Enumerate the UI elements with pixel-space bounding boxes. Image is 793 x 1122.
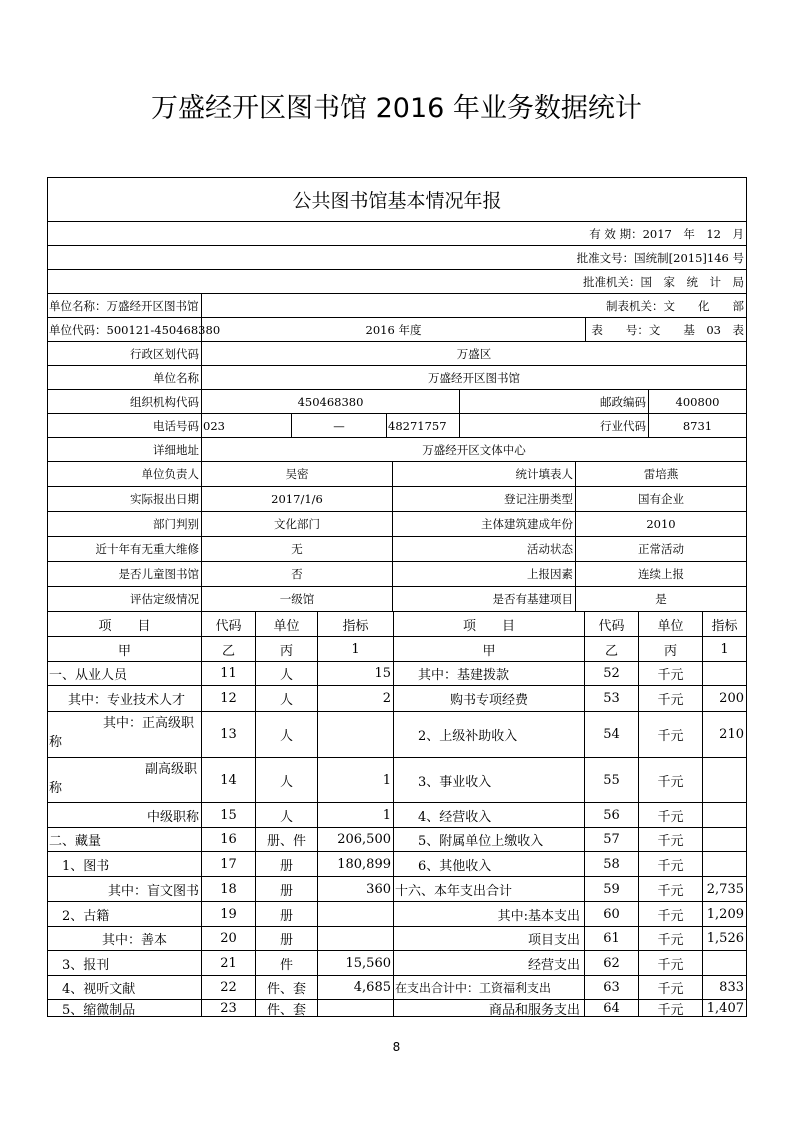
code-left: 18 xyxy=(202,877,256,902)
unit-name-label: 单位名称 xyxy=(48,366,202,390)
pair-label-1: 部门判别 xyxy=(48,512,202,537)
unit-left: 人 xyxy=(256,686,318,712)
address-value: 万盛经开区文体中心 xyxy=(202,438,746,462)
value-left: 15,560 xyxy=(318,951,394,976)
code-right: 54 xyxy=(585,712,639,758)
item-right: 6、其他收入 xyxy=(394,852,585,877)
code-left: 14 xyxy=(202,758,256,803)
unit-right: 千元 xyxy=(639,951,703,976)
unit-right: 千元 xyxy=(639,828,703,852)
pair-value-2: 连续上报 xyxy=(576,562,746,587)
address-label: 详细地址 xyxy=(48,438,202,462)
value-left xyxy=(318,927,394,951)
table-number: 表 号：文 基 03 表 xyxy=(586,318,746,342)
value-left: 360 xyxy=(318,877,394,902)
unit-left: 册 xyxy=(256,927,318,951)
col-subheader: 乙 xyxy=(202,637,256,662)
unit-left: 人 xyxy=(256,662,318,686)
col-header: 指标 xyxy=(318,612,394,637)
value-left: 206,500 xyxy=(318,828,394,852)
col-subheader: 乙 xyxy=(585,637,639,662)
value-right xyxy=(703,951,746,976)
pair-value-2: 2010 xyxy=(576,512,746,537)
item-right: 十六、本年支出合计 xyxy=(394,877,585,902)
item-left: 3、报刊 xyxy=(48,951,202,976)
col-subheader: 丙 xyxy=(256,637,318,662)
validity: 有 效 期：2017 年 12 月 xyxy=(48,222,746,246)
value-right xyxy=(703,758,746,803)
report-year: 2016 年度 xyxy=(202,318,586,342)
code-left: 22 xyxy=(202,976,256,1000)
phone-label: 电话号码 xyxy=(48,414,202,438)
pair-label-2: 是否有基建项目 xyxy=(393,587,576,612)
admin-code-value: 万盛区 xyxy=(202,342,746,366)
item-left: 5、缩微制品 xyxy=(48,1000,202,1017)
pair-value-1: 文化部门 xyxy=(202,512,393,537)
pair-label-2: 上报因素 xyxy=(393,562,576,587)
col-subheader: 甲 xyxy=(394,637,585,662)
unit-right: 千元 xyxy=(639,662,703,686)
report-form xyxy=(47,177,747,1017)
value-left xyxy=(318,712,394,758)
code-left: 17 xyxy=(202,852,256,877)
value-left xyxy=(318,902,394,927)
value-right: 2,735 xyxy=(703,877,746,902)
code-left: 21 xyxy=(202,951,256,976)
pair-label-1: 近十年有无重大维修 xyxy=(48,537,202,562)
approval-doc: 批准文号：国统制[2015]146 号 xyxy=(48,246,746,270)
code-left: 23 xyxy=(202,1000,256,1017)
col-header: 单位 xyxy=(256,612,318,637)
col-header: 代码 xyxy=(585,612,639,637)
pair-value-1: 吴密 xyxy=(202,462,393,487)
issuer: 制表机关：文 化 部 xyxy=(202,294,746,318)
item-left: 其中：正高级职称 xyxy=(48,712,202,758)
code-left: 20 xyxy=(202,927,256,951)
unit-left: 册 xyxy=(256,852,318,877)
pair-value-2: 雷培燕 xyxy=(576,462,746,487)
col-subheader: 丙 xyxy=(639,637,703,662)
value-right xyxy=(703,828,746,852)
pair-value-1: 无 xyxy=(202,537,393,562)
value-right: 210 xyxy=(703,712,746,758)
postal-value: 400800 xyxy=(649,390,746,414)
col-header: 项 目 xyxy=(48,612,202,637)
item-right: 2、上级补助收入 xyxy=(394,712,585,758)
value-right: 833 xyxy=(703,976,746,1000)
page-title: 万盛经开区图书馆 2016 年业务数据统计 xyxy=(151,93,642,124)
item-right: 5、附属单位上缴收入 xyxy=(394,828,585,852)
col-header: 代码 xyxy=(202,612,256,637)
approval-org: 批准机关：国 家 统 计 局 xyxy=(48,270,746,294)
unit-right: 千元 xyxy=(639,877,703,902)
code-left: 16 xyxy=(202,828,256,852)
code-right: 63 xyxy=(585,976,639,1000)
col-header: 项 目 xyxy=(394,612,585,637)
value-right xyxy=(703,803,746,828)
code-left: 15 xyxy=(202,803,256,828)
item-left: 其中：专业技术人才 xyxy=(48,686,202,712)
industry-label: 行业代码 xyxy=(460,414,649,438)
code-right: 62 xyxy=(585,951,639,976)
phone-area: 023 xyxy=(202,414,292,438)
pair-label-2: 统计填表人 xyxy=(393,462,576,487)
value-left: 15 xyxy=(318,662,394,686)
pair-label-2: 登记注册类型 xyxy=(393,487,576,512)
industry-value: 8731 xyxy=(649,414,746,438)
value-right: 1,209 xyxy=(703,902,746,927)
item-right: 4、经营收入 xyxy=(394,803,585,828)
unit-name-value: 万盛经开区图书馆 xyxy=(202,366,746,390)
col-subheader: 1 xyxy=(318,637,394,662)
phone-number: 48271757 xyxy=(387,414,460,438)
code-right: 55 xyxy=(585,758,639,803)
item-right: 购书专项经费 xyxy=(394,686,585,712)
pair-value-1: 否 xyxy=(202,562,393,587)
value-right xyxy=(703,852,746,877)
value-left: 1 xyxy=(318,803,394,828)
unit-left: 册 xyxy=(256,902,318,927)
col-header: 指标 xyxy=(703,612,746,637)
code-right: 59 xyxy=(585,877,639,902)
col-header: 单位 xyxy=(639,612,703,637)
value-left xyxy=(318,1000,394,1017)
unit-name-line: 单位名称：万盛经开区图书馆 xyxy=(48,294,202,318)
item-right: 其中：基建拨款 xyxy=(394,662,585,686)
unit-right: 千元 xyxy=(639,1000,703,1017)
code-left: 12 xyxy=(202,686,256,712)
unit-right: 千元 xyxy=(639,976,703,1000)
item-left: 二、藏量 xyxy=(48,828,202,852)
code-right: 57 xyxy=(585,828,639,852)
unit-left: 册 xyxy=(256,877,318,902)
code-left: 11 xyxy=(202,662,256,686)
item-right: 项目支出 xyxy=(394,927,585,951)
item-right: 3、事业收入 xyxy=(394,758,585,803)
value-left: 180,899 xyxy=(318,852,394,877)
value-left: 1 xyxy=(318,758,394,803)
item-right: 商品和服务支出 xyxy=(394,1000,585,1017)
code-right: 61 xyxy=(585,927,639,951)
pair-label-1: 单位负责人 xyxy=(48,462,202,487)
org-code-value: 450468380 xyxy=(202,390,460,414)
item-left: 1、图书 xyxy=(48,852,202,877)
unit-right: 千元 xyxy=(639,927,703,951)
item-left: 4、视听文献 xyxy=(48,976,202,1000)
admin-code-label: 行政区划代码 xyxy=(48,342,202,366)
item-left: 其中：善本 xyxy=(48,927,202,951)
unit-left: 人 xyxy=(256,803,318,828)
value-right: 1,526 xyxy=(703,927,746,951)
code-left: 13 xyxy=(202,712,256,758)
pair-value-2: 国有企业 xyxy=(576,487,746,512)
value-right xyxy=(703,662,746,686)
code-right: 60 xyxy=(585,902,639,927)
item-left: 一、从业人员 xyxy=(48,662,202,686)
item-right: 其中:基本支出 xyxy=(394,902,585,927)
unit-left: 件、套 xyxy=(256,1000,318,1017)
code-right: 64 xyxy=(585,1000,639,1017)
col-subheader: 1 xyxy=(703,637,746,662)
value-left: 2 xyxy=(318,686,394,712)
value-right: 1,407 xyxy=(706,1001,744,1016)
value-left: 4,685 xyxy=(318,976,394,1000)
code-right: 56 xyxy=(585,803,639,828)
unit-code-line: 单位代码：500121-450468380 xyxy=(48,318,202,342)
unit-right: 千元 xyxy=(639,712,703,758)
pair-value-1: 2017/1/6 xyxy=(202,487,393,512)
pair-label-1: 是否儿童图书馆 xyxy=(48,562,202,587)
unit-left: 件、套 xyxy=(256,976,318,1000)
pair-label-2: 活动状态 xyxy=(393,537,576,562)
code-right: 53 xyxy=(585,686,639,712)
page-number: 8 xyxy=(392,1040,401,1054)
pair-value-2: 正常活动 xyxy=(576,537,746,562)
item-left: 其中：盲文图书 xyxy=(48,877,202,902)
unit-right: 千元 xyxy=(639,758,703,803)
unit-right: 千元 xyxy=(639,686,703,712)
code-right: 52 xyxy=(585,662,639,686)
item-right: 在支出合计中：工资福利支出 xyxy=(394,976,585,1000)
code-right: 58 xyxy=(585,852,639,877)
code-left: 19 xyxy=(202,902,256,927)
item-left: 中级职称 xyxy=(48,803,202,828)
unit-left: 册、件 xyxy=(256,828,318,852)
postal-label: 邮政编码 xyxy=(460,390,649,414)
pair-label-1: 评估定级情况 xyxy=(48,587,202,612)
phone-dash: — xyxy=(292,414,387,438)
org-code-label: 组织机构代码 xyxy=(48,390,202,414)
pair-value-2: 是 xyxy=(576,587,746,612)
unit-right: 千元 xyxy=(639,852,703,877)
item-left: 2、古籍 xyxy=(48,902,202,927)
pair-label-1: 实际报出日期 xyxy=(48,487,202,512)
item-right: 经营支出 xyxy=(394,951,585,976)
form-heading: 公共图书馆基本情况年报 xyxy=(48,178,746,222)
unit-left: 人 xyxy=(256,712,318,758)
unit-right: 千元 xyxy=(639,902,703,927)
item-left: 副高级职称 xyxy=(48,758,202,803)
pair-value-1: 一级馆 xyxy=(202,587,393,612)
unit-right: 千元 xyxy=(639,803,703,828)
pair-label-2: 主体建筑建成年份 xyxy=(393,512,576,537)
unit-left: 件 xyxy=(256,951,318,976)
col-subheader: 甲 xyxy=(48,637,202,662)
value-right: 200 xyxy=(703,686,746,712)
unit-left: 人 xyxy=(256,758,318,803)
